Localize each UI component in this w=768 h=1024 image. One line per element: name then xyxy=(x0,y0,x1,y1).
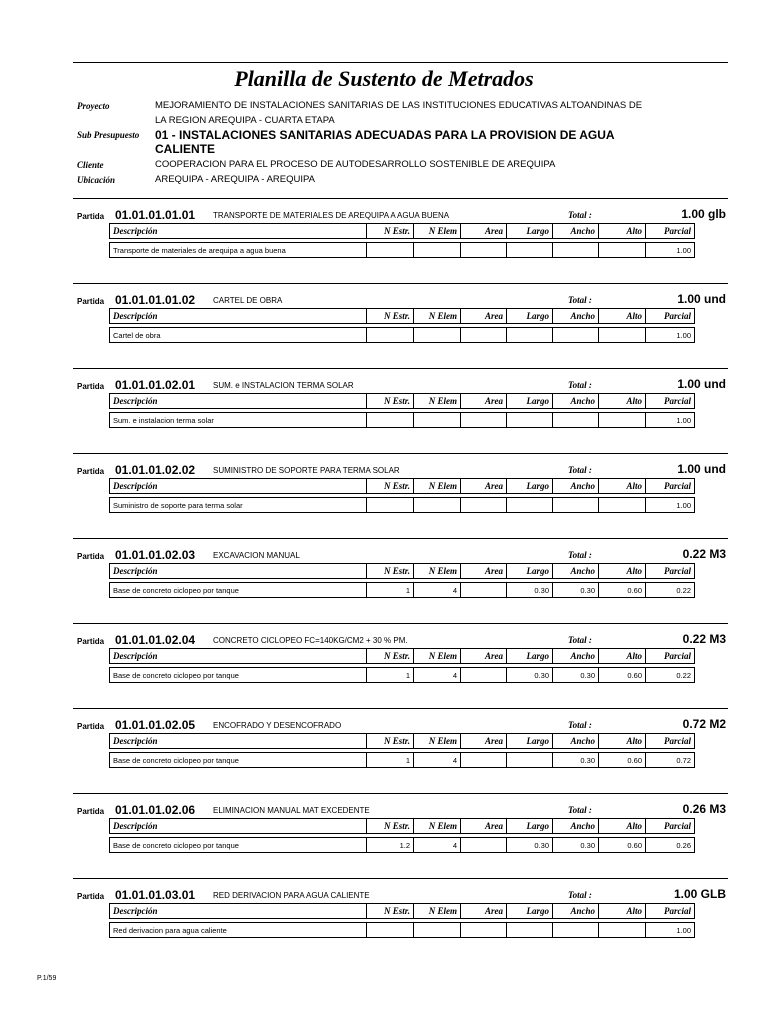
cell-parcial: 0.22 xyxy=(646,583,695,598)
top-rule xyxy=(73,62,728,63)
partida-block xyxy=(0,796,768,881)
partida-code: 01.01.01.02.03 xyxy=(115,548,196,562)
cell-n-elem: 4 xyxy=(414,668,461,683)
cell-ancho: 0.30 xyxy=(553,753,599,768)
cell-ancho xyxy=(553,413,599,428)
column-header: Alto xyxy=(599,904,646,919)
partida-label: Partida xyxy=(77,467,105,476)
cell-alto: 0.60 xyxy=(599,753,646,768)
proyecto-line2: LA REGION AREQUIPA - CUARTA ETAPA xyxy=(155,115,335,126)
table-header-row xyxy=(110,309,695,324)
partida-separator xyxy=(73,368,728,369)
cell-n-elem xyxy=(414,498,461,513)
column-header: Ancho xyxy=(553,734,599,749)
column-header: Ancho xyxy=(553,224,599,239)
cell-largo xyxy=(507,498,553,513)
column-header: Largo xyxy=(507,819,553,834)
column-header: Alto xyxy=(599,394,646,409)
partida-total: 1.00 und xyxy=(677,462,726,476)
column-header: N Estr. xyxy=(367,649,414,664)
table-row xyxy=(110,583,695,598)
column-header: Parcial xyxy=(646,309,695,324)
page-title: Planilla de Sustento de Metrados xyxy=(234,66,534,91)
partida-label: Partida xyxy=(77,382,105,391)
cell-n-estr: 1.2 xyxy=(367,838,414,853)
cell-alto xyxy=(599,413,646,428)
partida-label: Partida xyxy=(77,212,105,221)
table-row xyxy=(110,753,695,768)
partida-description: EXCAVACION MANUAL xyxy=(213,551,300,560)
cell-n-estr: 1 xyxy=(367,753,414,768)
partida-separator xyxy=(73,878,728,879)
partida-block xyxy=(0,711,768,796)
cell-area xyxy=(461,753,507,768)
metrado-table xyxy=(109,308,695,343)
column-header: Area xyxy=(461,904,507,919)
partida-label: Partida xyxy=(77,297,105,306)
metrado-table xyxy=(109,818,695,853)
cell-largo xyxy=(507,923,553,938)
column-header: Area xyxy=(461,309,507,324)
column-header: Largo xyxy=(507,394,553,409)
column-header: Parcial xyxy=(646,479,695,494)
cell-area xyxy=(461,583,507,598)
cell-alto xyxy=(599,328,646,343)
table-header-row xyxy=(110,904,695,919)
column-header: Alto xyxy=(599,734,646,749)
row-description: Sum. e instalacion terma solar xyxy=(110,413,367,428)
partida-total: 0.72 M2 xyxy=(682,717,726,731)
metrado-table xyxy=(109,648,695,683)
column-header: N Estr. xyxy=(367,819,414,834)
total-label: Total : xyxy=(568,380,592,390)
table-row xyxy=(110,498,695,513)
table-header-row xyxy=(110,734,695,749)
cell-parcial: 1.00 xyxy=(646,923,695,938)
table-row xyxy=(110,668,695,683)
column-header: N Elem xyxy=(414,224,461,239)
cell-n-estr xyxy=(367,328,414,343)
cell-parcial: 0.26 xyxy=(646,838,695,853)
page-number: P.1/59 xyxy=(37,975,57,982)
cell-area xyxy=(461,838,507,853)
column-header: N Elem xyxy=(414,309,461,324)
cell-n-elem: 4 xyxy=(414,583,461,598)
cell-n-estr: 1 xyxy=(367,668,414,683)
cell-alto xyxy=(599,923,646,938)
row-description: Suministro de soporte para terma solar xyxy=(110,498,367,513)
table-header-row xyxy=(110,819,695,834)
cell-ancho xyxy=(553,328,599,343)
column-header: N Estr. xyxy=(367,479,414,494)
partida-label: Partida xyxy=(77,552,105,561)
column-header: Largo xyxy=(507,479,553,494)
partida-block xyxy=(0,286,768,371)
partida-description: ELIMINACION MANUAL MAT EXCEDENTE xyxy=(213,806,370,815)
metrado-table xyxy=(109,903,695,938)
column-header: N Elem xyxy=(414,819,461,834)
cell-n-elem xyxy=(414,243,461,258)
row-description: Base de concreto ciclopeo por tanque xyxy=(110,753,367,768)
partida-description: RED DERIVACION PARA AGUA CALIENTE xyxy=(213,891,370,900)
column-header: Ancho xyxy=(553,309,599,324)
partida-total: 1.00 GLB xyxy=(673,887,726,901)
column-header: Descripción xyxy=(110,904,367,919)
partida-separator xyxy=(73,623,728,624)
row-description: Cartel de obra xyxy=(110,328,367,343)
column-header: Parcial xyxy=(646,649,695,664)
column-header: Descripción xyxy=(110,479,367,494)
column-header: Area xyxy=(461,564,507,579)
column-header: Parcial xyxy=(646,734,695,749)
table-row xyxy=(110,243,695,258)
row-description: Base de concreto ciclopeo por tanque xyxy=(110,668,367,683)
cell-alto xyxy=(599,498,646,513)
cell-n-estr xyxy=(367,243,414,258)
partida-total: 1.00 glb xyxy=(681,207,726,221)
partida-label: Partida xyxy=(77,637,105,646)
column-header: Area xyxy=(461,649,507,664)
partida-separator xyxy=(73,453,728,454)
metrado-table xyxy=(109,223,695,258)
cell-n-estr xyxy=(367,498,414,513)
column-header: Ancho xyxy=(553,479,599,494)
proyecto-line1: MEJORAMIENTO DE INSTALACIONES SANITARIAS DE LAS INSTITUCIONES EDUCATIVAS ALTOANDINAS DE xyxy=(155,100,643,111)
partida-separator xyxy=(73,538,728,539)
cell-ancho: 0.30 xyxy=(553,668,599,683)
partida-block xyxy=(0,456,768,541)
metrado-table xyxy=(109,733,695,768)
column-header: N Estr. xyxy=(367,309,414,324)
cell-largo xyxy=(507,243,553,258)
column-header: N Elem xyxy=(414,734,461,749)
partida-code: 01.01.01.02.05 xyxy=(115,718,196,732)
partida-code: 01.01.01.02.01 xyxy=(115,378,196,392)
cell-area xyxy=(461,923,507,938)
column-header: N Estr. xyxy=(367,904,414,919)
column-header: Largo xyxy=(507,224,553,239)
cell-largo: 0.30 xyxy=(507,838,553,853)
column-header: Alto xyxy=(599,649,646,664)
total-label: Total : xyxy=(568,805,592,815)
cell-largo xyxy=(507,328,553,343)
partida-description: CONCRETO CICLOPEO FC=140KG/CM2 + 30 % PM. xyxy=(213,636,408,645)
partida-block xyxy=(0,881,768,966)
cell-area xyxy=(461,413,507,428)
partida-separator xyxy=(73,283,728,284)
ubicacion-value: AREQUIPA - AREQUIPA - AREQUIPA xyxy=(155,174,315,185)
cell-parcial: 1.00 xyxy=(646,498,695,513)
partida-block xyxy=(0,201,768,286)
sub-presupuesto-label: Sub Presupuesto xyxy=(77,130,140,140)
partida-description: TRANSPORTE DE MATERIALES DE AREQUIPA A AGUA BUENA xyxy=(213,211,450,220)
total-label: Total : xyxy=(568,210,592,220)
cell-parcial: 1.00 xyxy=(646,243,695,258)
column-header: N Elem xyxy=(414,904,461,919)
total-label: Total : xyxy=(568,635,592,645)
column-header: Ancho xyxy=(553,649,599,664)
column-header: N Estr. xyxy=(367,734,414,749)
partida-block xyxy=(0,626,768,711)
cell-n-elem xyxy=(414,923,461,938)
cell-ancho: 0.30 xyxy=(553,583,599,598)
column-header: Descripción xyxy=(110,394,367,409)
partida-total: 0.22 M3 xyxy=(682,632,726,646)
cell-alto: 0.60 xyxy=(599,583,646,598)
partida-separator xyxy=(73,708,728,709)
column-header: Area xyxy=(461,479,507,494)
column-header: Alto xyxy=(599,224,646,239)
column-header: N Estr. xyxy=(367,564,414,579)
column-header: N Elem xyxy=(414,479,461,494)
column-header: Parcial xyxy=(646,904,695,919)
table-row xyxy=(110,328,695,343)
partida-description: SUMINISTRO DE SOPORTE PARA TERMA SOLAR xyxy=(213,466,400,475)
cell-largo: 0.30 xyxy=(507,583,553,598)
cell-ancho xyxy=(553,498,599,513)
cell-ancho xyxy=(553,243,599,258)
cell-alto xyxy=(599,243,646,258)
partida-description: ENCOFRADO Y DESENCOFRADO xyxy=(213,721,342,730)
column-header: Descripción xyxy=(110,224,367,239)
partida-label: Partida xyxy=(77,807,105,816)
partida-block xyxy=(0,371,768,456)
column-header: Largo xyxy=(507,649,553,664)
partida-label: Partida xyxy=(77,722,105,731)
proyecto-label: Proyecto xyxy=(77,101,110,111)
table-row xyxy=(110,923,695,938)
cell-parcial: 0.22 xyxy=(646,668,695,683)
cell-area xyxy=(461,328,507,343)
table-header-row xyxy=(110,479,695,494)
sub-presupuesto-line1: 01 - INSTALACIONES SANITARIAS ADECUADAS PARA LA PROVISION DE AGUA xyxy=(155,128,615,142)
metrado-table xyxy=(109,478,695,513)
row-description: Transporte de materiales de arequipa a agua buena xyxy=(110,243,367,258)
row-description: Base de concreto ciclopeo por tanque xyxy=(110,838,367,853)
cell-largo: 0.30 xyxy=(507,668,553,683)
cell-n-elem xyxy=(414,413,461,428)
column-header: Largo xyxy=(507,309,553,324)
cell-alto: 0.60 xyxy=(599,838,646,853)
column-header: Area xyxy=(461,394,507,409)
partida-total: 0.26 M3 xyxy=(682,802,726,816)
column-header: N Estr. xyxy=(367,224,414,239)
cell-alto: 0.60 xyxy=(599,668,646,683)
column-header: Area xyxy=(461,224,507,239)
column-header: Parcial xyxy=(646,564,695,579)
partida-label: Partida xyxy=(77,892,105,901)
cell-parcial: 1.00 xyxy=(646,413,695,428)
total-label: Total : xyxy=(568,295,592,305)
total-label: Total : xyxy=(568,890,592,900)
column-header: Descripción xyxy=(110,564,367,579)
partida-description: CARTEL DE OBRA xyxy=(213,296,283,305)
column-header: Descripción xyxy=(110,734,367,749)
partida-code: 01.01.01.02.02 xyxy=(115,463,196,477)
partida-total: 1.00 und xyxy=(677,377,726,391)
column-header: Alto xyxy=(599,479,646,494)
total-label: Total : xyxy=(568,465,592,475)
column-header: Ancho xyxy=(553,819,599,834)
table-header-row xyxy=(110,394,695,409)
column-header: Parcial xyxy=(646,224,695,239)
column-header: Descripción xyxy=(110,819,367,834)
column-header: N Elem xyxy=(414,649,461,664)
metrado-table xyxy=(109,563,695,598)
column-header: Alto xyxy=(599,564,646,579)
cell-n-estr: 1 xyxy=(367,583,414,598)
column-header: Ancho xyxy=(553,394,599,409)
partida-code: 01.01.01.03.01 xyxy=(115,888,196,902)
column-header: N Elem xyxy=(414,564,461,579)
partida-description: SUM. e INSTALACION TERMA SOLAR xyxy=(213,381,354,390)
column-header: Descripción xyxy=(110,649,367,664)
row-description: Base de concreto ciclopeo por tanque xyxy=(110,583,367,598)
table-header-row xyxy=(110,564,695,579)
column-header: N Elem xyxy=(414,394,461,409)
column-header: Alto xyxy=(599,309,646,324)
table-row xyxy=(110,838,695,853)
column-header: Ancho xyxy=(553,564,599,579)
cliente-value: COOPERACION PARA EL PROCESO DE AUTODESARROLLO SOSTENIBLE DE AREQUIPA xyxy=(155,159,556,170)
partida-code: 01.01.01.02.04 xyxy=(115,633,196,647)
ubicacion-label: Ubicación xyxy=(77,175,115,185)
column-header: Parcial xyxy=(646,394,695,409)
cell-ancho xyxy=(553,923,599,938)
total-label: Total : xyxy=(568,720,592,730)
row-description: Red derivacion para agua caliente xyxy=(110,923,367,938)
column-header: Area xyxy=(461,819,507,834)
cell-area xyxy=(461,498,507,513)
partida-total: 0.22 M3 xyxy=(682,547,726,561)
column-header: Largo xyxy=(507,734,553,749)
cell-n-estr xyxy=(367,923,414,938)
column-header: Largo xyxy=(507,904,553,919)
column-header: N Estr. xyxy=(367,394,414,409)
column-header: Ancho xyxy=(553,904,599,919)
partida-block xyxy=(0,541,768,626)
cell-n-elem: 4 xyxy=(414,753,461,768)
cell-ancho: 0.30 xyxy=(553,838,599,853)
table-row xyxy=(110,413,695,428)
column-header: Descripción xyxy=(110,309,367,324)
table-header-row xyxy=(110,649,695,664)
metrado-table xyxy=(109,393,695,428)
cell-parcial: 1.00 xyxy=(646,328,695,343)
cliente-label: Cliente xyxy=(77,160,104,170)
sub-presupuesto-line2: CALIENTE xyxy=(155,142,215,156)
column-header: Alto xyxy=(599,819,646,834)
column-header: Parcial xyxy=(646,819,695,834)
partida-code: 01.01.01.01.02 xyxy=(115,293,196,307)
partida-separator xyxy=(73,793,728,794)
partida-separator xyxy=(73,198,728,199)
cell-area xyxy=(461,668,507,683)
cell-largo xyxy=(507,413,553,428)
partida-total: 1.00 und xyxy=(677,292,726,306)
cell-n-estr xyxy=(367,413,414,428)
cell-parcial: 0.72 xyxy=(646,753,695,768)
column-header: Largo xyxy=(507,564,553,579)
partida-code: 01.01.01.02.06 xyxy=(115,803,196,817)
total-label: Total : xyxy=(568,550,592,560)
table-header-row xyxy=(110,224,695,239)
partida-code: 01.01.01.01.01 xyxy=(115,208,196,222)
cell-n-elem xyxy=(414,328,461,343)
cell-largo xyxy=(507,753,553,768)
column-header: Area xyxy=(461,734,507,749)
cell-n-elem: 4 xyxy=(414,838,461,853)
cell-area xyxy=(461,243,507,258)
